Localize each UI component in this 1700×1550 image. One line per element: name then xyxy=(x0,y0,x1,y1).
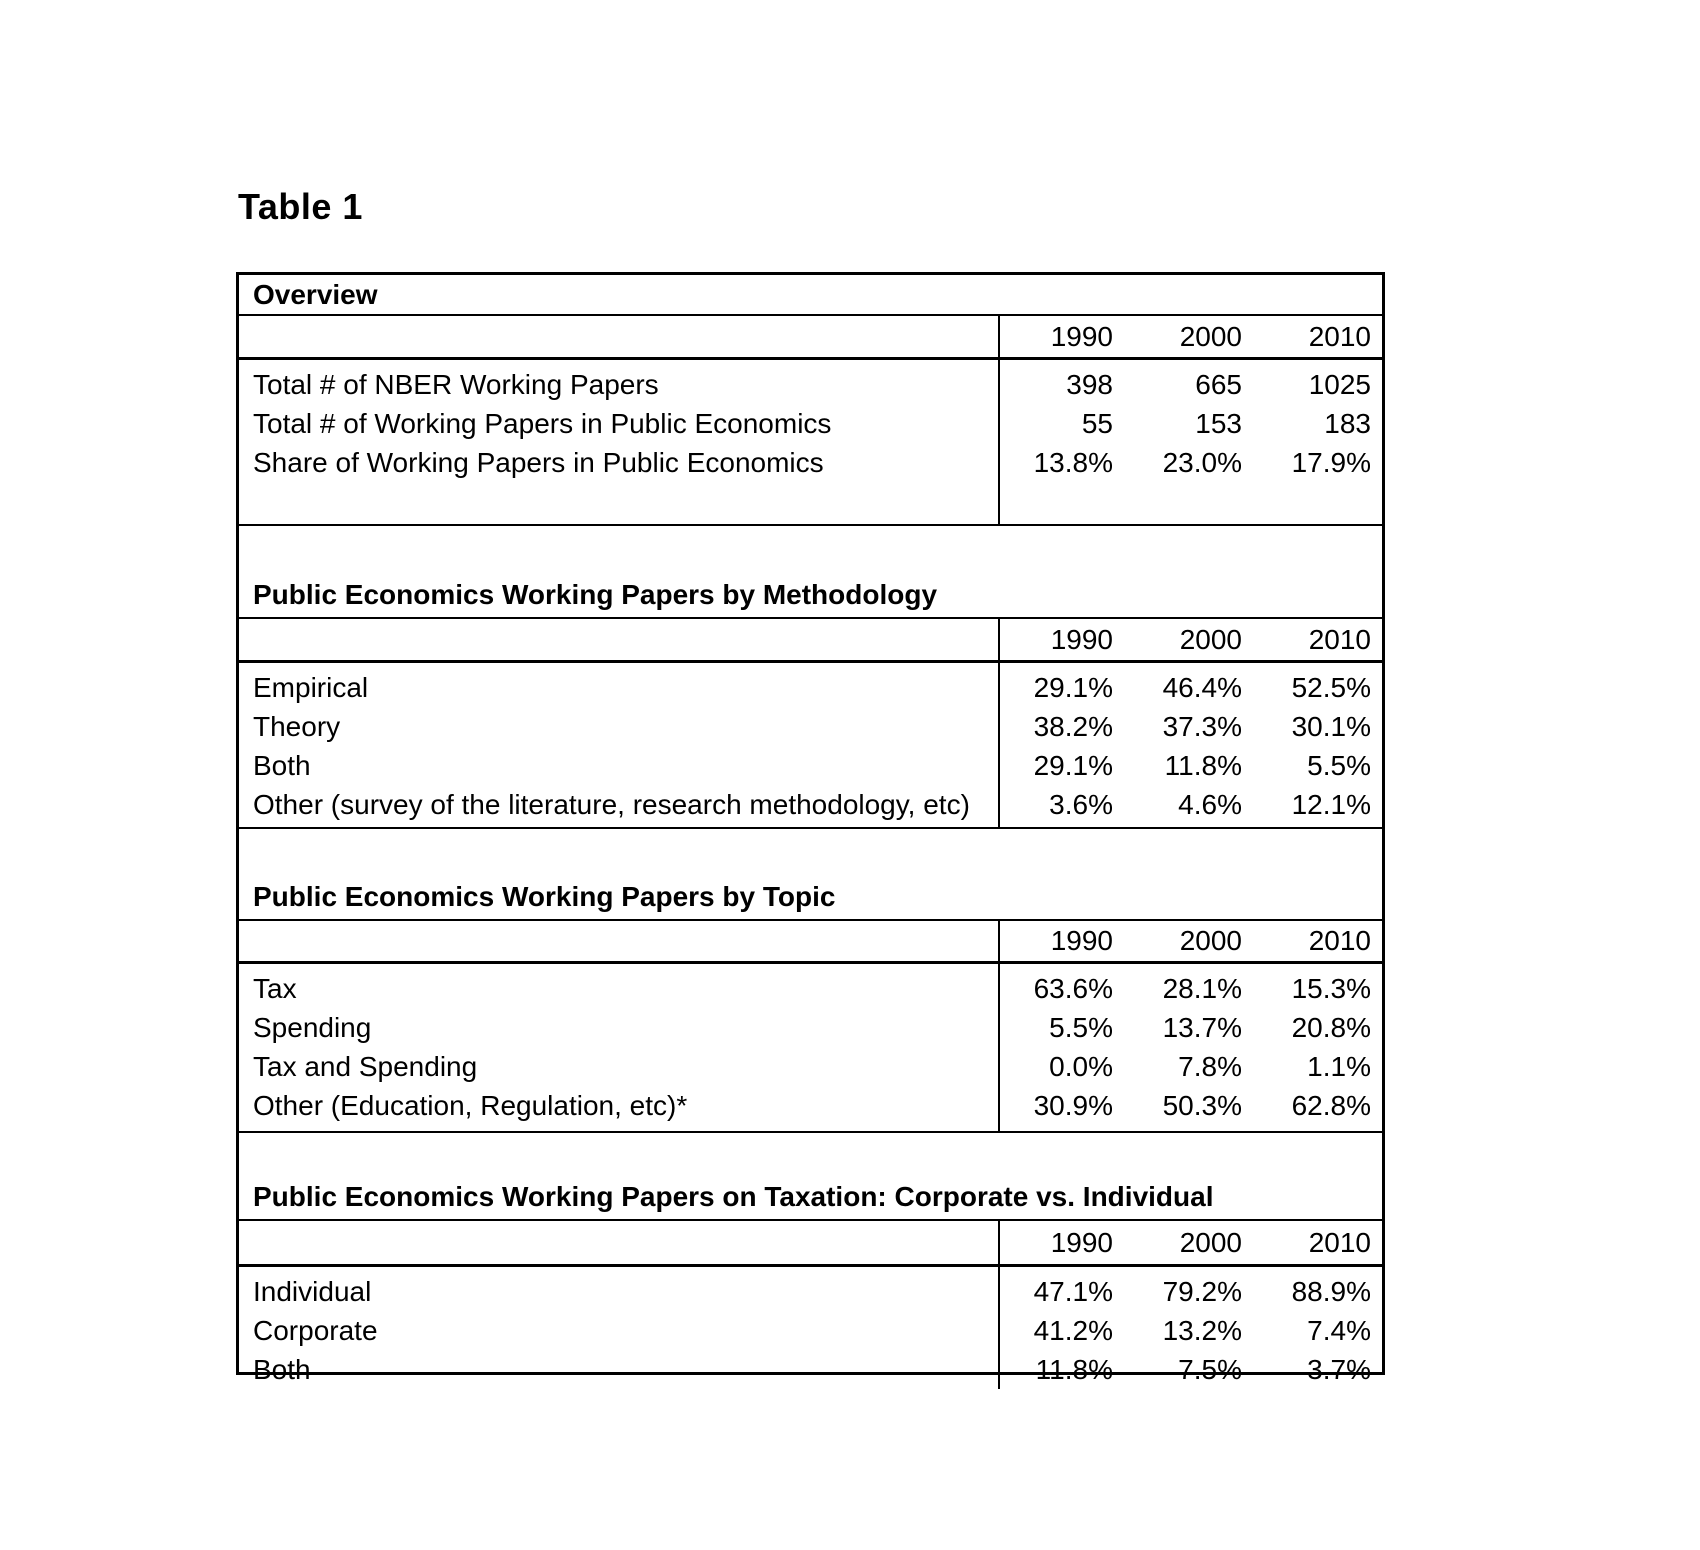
cell-value: 13.8% xyxy=(1033,447,1113,478)
table-row xyxy=(1000,443,1371,482)
year-header-2010: 2010 xyxy=(1308,1226,1371,1258)
year-header-row-overview xyxy=(239,316,1382,360)
cell-value: 29.1% xyxy=(1033,672,1113,703)
cell-value: 37.3% xyxy=(1162,711,1242,742)
table-row xyxy=(1000,746,1371,785)
table-row xyxy=(1000,404,1371,443)
row-label: Tax and Spending xyxy=(253,1051,478,1082)
cell-value: 17.9% xyxy=(1291,447,1371,478)
year-header-2010: 2010 xyxy=(1308,623,1371,655)
row-label: Theory xyxy=(253,711,341,742)
section-header-overview xyxy=(239,275,1382,316)
cell-value: 11.8% xyxy=(1035,1354,1113,1385)
data-block-methodology xyxy=(239,663,1382,829)
cell-value: 7.8% xyxy=(1178,1051,1242,1082)
table-row xyxy=(1000,365,1371,404)
cell-value: 62.8% xyxy=(1291,1090,1371,1121)
table-row xyxy=(1000,1311,1371,1350)
table-row xyxy=(1000,785,1371,824)
cell-value: 0.0% xyxy=(1049,1051,1113,1082)
empty-label-cell xyxy=(239,316,1000,357)
empty-label-cell xyxy=(239,921,1000,961)
row-values xyxy=(1000,1267,1380,1389)
year-header-2000: 2000 xyxy=(1179,623,1242,655)
data-block-topic xyxy=(239,964,1382,1133)
section-header-label: Public Economics Working Papers by Methodology xyxy=(253,579,938,610)
cell-value: 46.4% xyxy=(1162,672,1242,703)
section-header-methodology xyxy=(239,526,1382,619)
cell-value: 88.9% xyxy=(1291,1276,1371,1307)
row-label: Both xyxy=(253,1354,311,1385)
row-labels xyxy=(239,663,1000,827)
year-header-1990: 1990 xyxy=(1050,1226,1113,1258)
cell-value: 41.2% xyxy=(1033,1315,1113,1346)
cell-value: 13.7% xyxy=(1162,1012,1242,1043)
cell-value: 7.5% xyxy=(1178,1354,1242,1385)
cell-value: 1025 xyxy=(1308,369,1371,400)
cell-value: 3.6% xyxy=(1049,789,1113,820)
section-header-label: Overview xyxy=(253,278,378,310)
year-header-2000: 2000 xyxy=(1179,320,1242,352)
table-row xyxy=(1000,1086,1371,1125)
year-cells xyxy=(1000,1221,1380,1264)
data-block-taxation xyxy=(239,1267,1382,1389)
cell-value: 79.2% xyxy=(1162,1276,1242,1307)
row-label: Total # of NBER Working Papers xyxy=(253,369,659,400)
empty-label-cell xyxy=(239,1221,1000,1264)
cell-value: 5.5% xyxy=(1307,750,1371,781)
cell-value: 29.1% xyxy=(1033,750,1113,781)
table-row xyxy=(1000,1008,1371,1047)
row-label: Share of Working Papers in Public Economics xyxy=(253,447,824,478)
cell-value: 38.2% xyxy=(1033,711,1113,742)
cell-value: 7.4% xyxy=(1307,1315,1371,1346)
year-cells xyxy=(1000,316,1380,357)
cell-value: 15.3% xyxy=(1291,973,1371,1004)
cell-value: 50.3% xyxy=(1162,1090,1242,1121)
cell-value: 665 xyxy=(1195,369,1242,400)
table-row xyxy=(1000,1047,1371,1086)
row-label: Total # of Working Papers in Public Economics xyxy=(253,408,832,439)
cell-value: 12.1% xyxy=(1291,789,1371,820)
cell-value: 4.6% xyxy=(1178,789,1242,820)
cell-value: 55 xyxy=(1081,408,1113,439)
row-values xyxy=(1000,360,1380,524)
year-header-2000: 2000 xyxy=(1179,925,1242,956)
row-label: Other (survey of the literature, research methodology, etc) xyxy=(253,789,970,820)
cell-value: 183 xyxy=(1324,408,1371,439)
section-header-label: Public Economics Working Papers on Taxation: Corporate vs. Individual xyxy=(253,1181,1214,1212)
cell-value: 23.0% xyxy=(1162,447,1242,478)
year-header-1990: 1990 xyxy=(1050,623,1113,655)
year-header-1990: 1990 xyxy=(1050,320,1113,352)
section-header-label: Public Economics Working Papers by Topic xyxy=(253,881,836,912)
year-header-2010: 2010 xyxy=(1308,320,1371,352)
year-cells xyxy=(1000,921,1380,961)
row-label: Other (Education, Regulation, etc)* xyxy=(253,1090,688,1121)
table-title: Table 1 xyxy=(238,186,363,227)
year-header-2010: 2010 xyxy=(1308,925,1371,956)
cell-value: 5.5% xyxy=(1049,1012,1113,1043)
row-label: Spending xyxy=(253,1012,372,1043)
row-values xyxy=(1000,663,1380,827)
year-header-row-methodology xyxy=(239,619,1382,663)
row-label: Individual xyxy=(253,1276,372,1307)
table-row xyxy=(1000,668,1371,707)
section-header-taxation xyxy=(239,1133,1382,1221)
cell-value: 28.1% xyxy=(1162,973,1242,1004)
empty-label-cell xyxy=(239,619,1000,660)
nber-table xyxy=(236,272,1385,1385)
row-labels xyxy=(239,1267,1000,1389)
cell-value: 1.1% xyxy=(1307,1051,1371,1082)
cell-value: 398 xyxy=(1066,369,1113,400)
cell-value: 20.8% xyxy=(1291,1012,1371,1043)
table-row xyxy=(1000,707,1371,746)
year-header-row-topic xyxy=(239,921,1382,964)
row-labels xyxy=(239,964,1000,1131)
data-block-overview xyxy=(239,360,1382,526)
row-labels xyxy=(239,360,1000,524)
row-label: Both xyxy=(253,750,311,781)
table-row xyxy=(1000,1350,1371,1389)
row-label: Empirical xyxy=(253,672,369,703)
table-row xyxy=(1000,1272,1371,1311)
cell-value: 30.1% xyxy=(1291,711,1371,742)
year-header-2000: 2000 xyxy=(1179,1226,1242,1258)
year-header-row-taxation xyxy=(239,1221,1382,1267)
cell-value: 47.1% xyxy=(1033,1276,1113,1307)
year-cells xyxy=(1000,619,1380,660)
row-label: Tax xyxy=(253,973,297,1004)
cell-value: 63.6% xyxy=(1033,973,1113,1004)
row-values xyxy=(1000,964,1380,1131)
cell-value: 3.7% xyxy=(1307,1354,1371,1385)
cell-value: 153 xyxy=(1195,408,1242,439)
cell-value: 30.9% xyxy=(1033,1090,1113,1121)
cell-value: 13.2% xyxy=(1162,1315,1242,1346)
cell-value: 11.8% xyxy=(1164,750,1242,781)
row-label: Corporate xyxy=(253,1315,378,1346)
table-row xyxy=(1000,969,1371,1008)
section-header-topic xyxy=(239,829,1382,921)
year-header-1990: 1990 xyxy=(1050,925,1113,956)
cell-value: 52.5% xyxy=(1291,672,1371,703)
